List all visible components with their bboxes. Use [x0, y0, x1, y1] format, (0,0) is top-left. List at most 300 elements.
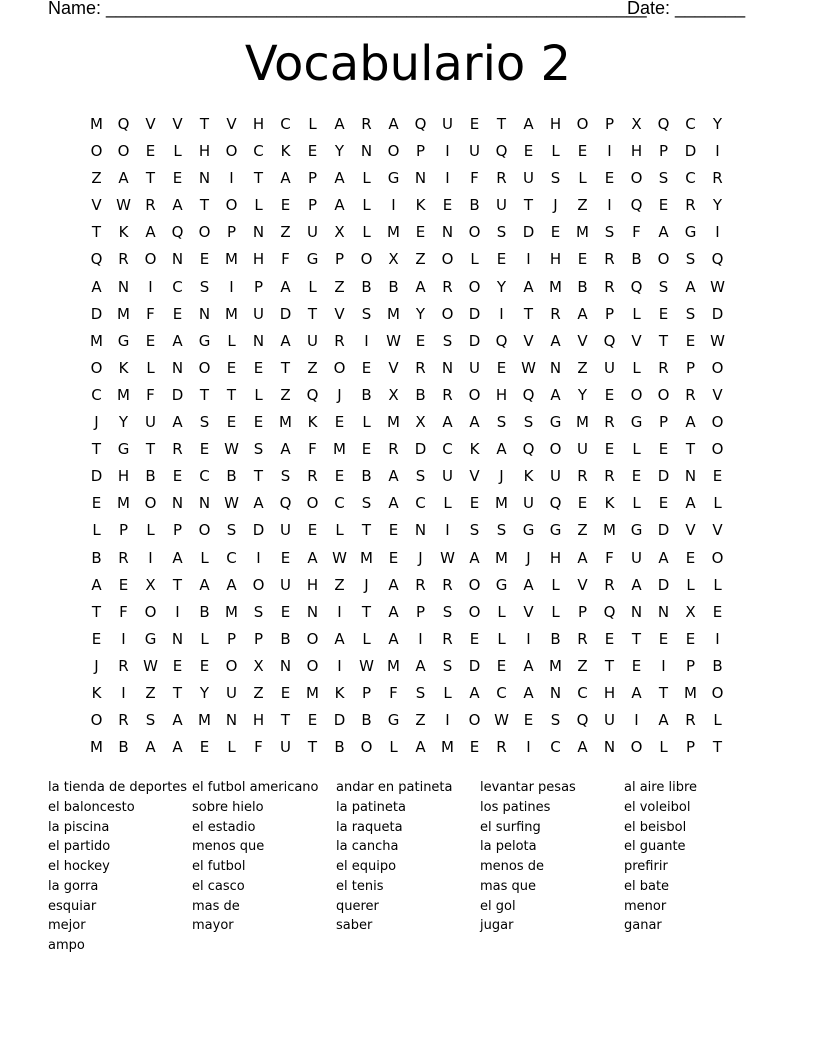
grid-letter: O — [117, 142, 130, 161]
word-list-item: la cancha — [336, 839, 399, 855]
grid-letter: T — [199, 196, 210, 215]
grid-letter: I — [715, 223, 720, 242]
grid-letter: K — [307, 413, 318, 432]
grid-letter: U — [631, 548, 642, 567]
grid-letter: O — [306, 494, 319, 513]
grid-letter: N — [198, 304, 211, 323]
grid-letter: O — [711, 548, 724, 567]
grid-letter: R — [577, 467, 588, 486]
grid-letter: N — [657, 602, 670, 621]
grid-letter: V — [145, 115, 156, 133]
grid-letter: M — [279, 413, 292, 432]
grid-letter: I — [661, 656, 666, 675]
grid-letter: E — [469, 629, 480, 648]
grid-letter: T — [361, 602, 372, 621]
grid-letter: Z — [280, 223, 291, 242]
grid-letter: V — [685, 521, 696, 540]
grid-letter: G — [549, 521, 562, 540]
grid-letter: R — [604, 250, 615, 269]
grid-letter: L — [362, 196, 371, 215]
grid-letter: O — [360, 738, 373, 757]
grid-letter: A — [523, 115, 534, 133]
grid-letter: Q — [495, 142, 508, 161]
grid-letter: T — [496, 115, 507, 133]
grid-letter: A — [577, 738, 588, 757]
grid-letter: M — [549, 277, 562, 296]
grid-letter: O — [468, 223, 481, 242]
grid-letter: Y — [577, 385, 588, 404]
grid-letter: K — [469, 440, 480, 459]
word-list-item: mas que — [480, 878, 537, 894]
grid-letter: C — [172, 277, 183, 296]
grid-letter: O — [711, 358, 724, 377]
grid-letter: S — [361, 494, 372, 513]
grid-letter: R — [577, 629, 588, 648]
grid-letter: I — [337, 656, 342, 675]
grid-letter: E — [550, 223, 561, 242]
grid-letter: M — [90, 331, 103, 350]
grid-letter: T — [91, 440, 102, 459]
grid-letter: E — [631, 656, 642, 675]
grid-letter: E — [226, 358, 237, 377]
grid-letter: E — [523, 142, 534, 161]
grid-letter: G — [117, 440, 130, 459]
grid-letter: H — [252, 711, 265, 730]
grid-letter: E — [334, 413, 345, 432]
grid-letter: M — [117, 304, 130, 323]
grid-letter: E — [604, 440, 615, 459]
grid-letter: D — [522, 223, 535, 242]
grid-letter: L — [443, 683, 452, 702]
grid-letter: L — [686, 575, 695, 594]
grid-letter: S — [442, 602, 453, 621]
grid-letter: I — [607, 142, 612, 161]
grid-letter: A — [496, 440, 507, 459]
grid-letter: B — [145, 467, 156, 486]
grid-letter: H — [252, 250, 265, 269]
grid-letter: I — [364, 331, 369, 350]
grid-letter: W — [386, 331, 401, 350]
grid-letter: P — [334, 250, 345, 269]
grid-letter: A — [172, 711, 183, 730]
grid-letter: V — [577, 575, 588, 594]
grid-letter: N — [198, 169, 211, 188]
grid-letter: A — [388, 575, 399, 594]
grid-letter: A — [334, 115, 345, 133]
grid-letter: W — [359, 656, 374, 675]
grid-letter: A — [91, 277, 102, 296]
grid-letter: A — [658, 223, 669, 242]
grid-letter: T — [253, 169, 264, 188]
grid-letter: N — [549, 358, 562, 377]
grid-letter: N — [252, 223, 265, 242]
grid-letter: O — [630, 169, 643, 188]
grid-letter: R — [172, 440, 183, 459]
grid-letter: A — [388, 115, 399, 133]
grid-letter: T — [91, 602, 102, 621]
grid-letter: O — [387, 142, 400, 161]
grid-letter: T — [523, 304, 534, 323]
grid-letter: R — [118, 548, 129, 567]
grid-letter: U — [226, 683, 237, 702]
grid-letter: H — [549, 548, 562, 567]
grid-letter: X — [388, 385, 399, 404]
grid-letter: A — [388, 629, 399, 648]
grid-letter: V — [712, 521, 723, 540]
grid-letter: X — [145, 575, 156, 594]
grid-letter: Y — [118, 413, 129, 432]
grid-letter: I — [634, 711, 639, 730]
grid-letter: A — [658, 548, 669, 567]
grid-letter: K — [91, 683, 102, 702]
grid-letter: W — [494, 711, 509, 730]
grid-letter: R — [442, 277, 453, 296]
grid-letter: M — [360, 548, 373, 567]
grid-letter: G — [630, 521, 643, 540]
grid-letter: E — [307, 142, 318, 161]
grid-letter: U — [280, 575, 291, 594]
grid-letter: S — [658, 277, 669, 296]
grid-letter: A — [523, 656, 534, 675]
grid-letter: A — [523, 683, 534, 702]
grid-letter: E — [523, 711, 534, 730]
grid-letter: U — [604, 711, 615, 730]
grid-letter: L — [713, 494, 722, 513]
grid-letter: E — [631, 467, 642, 486]
grid-letter: E — [577, 142, 588, 161]
grid-letter: A — [118, 169, 129, 188]
word-list-item: saber — [336, 918, 373, 934]
grid-letter: E — [658, 440, 669, 459]
grid-letter: B — [712, 656, 723, 675]
grid-letter: L — [308, 277, 317, 296]
grid-letter: T — [280, 358, 291, 377]
grid-letter: A — [334, 196, 345, 215]
grid-letter: E — [199, 656, 210, 675]
grid-letter: L — [92, 521, 101, 540]
grid-letter: E — [469, 494, 480, 513]
grid-letter: Z — [253, 683, 264, 702]
grid-letter: K — [415, 196, 426, 215]
grid-letter: N — [549, 683, 562, 702]
grid-letter: A — [415, 738, 426, 757]
grid-letter: E — [172, 169, 183, 188]
word-list-item: sobre hielo — [192, 799, 264, 815]
grid-letter: T — [199, 115, 210, 133]
word-list-item: el gol — [480, 898, 516, 914]
grid-letter: A — [415, 277, 426, 296]
grid-letter: N — [171, 494, 184, 513]
grid-letter: E — [280, 683, 291, 702]
grid-letter: U — [280, 738, 291, 757]
date-line: Date: _______ — [627, 0, 746, 18]
grid-letter: U — [442, 115, 453, 133]
grid-letter: P — [415, 142, 426, 161]
grid-letter: R — [685, 196, 696, 215]
grid-letter: U — [550, 467, 561, 486]
grid-letter: A — [388, 494, 399, 513]
grid-letter: U — [145, 413, 156, 432]
grid-letter: A — [172, 548, 183, 567]
grid-letter: G — [684, 223, 697, 242]
grid-letter: Q — [603, 331, 616, 350]
grid-letter: N — [630, 602, 643, 621]
word-search-grid — [83, 111, 731, 761]
grid-letter: J — [526, 548, 531, 567]
grid-letter: E — [280, 196, 291, 215]
word-list-item: los patines — [480, 799, 551, 815]
grid-letter: A — [523, 277, 534, 296]
grid-letter: I — [499, 304, 504, 323]
grid-letter: E — [361, 358, 372, 377]
grid-letter: T — [280, 711, 291, 730]
grid-letter: I — [607, 196, 612, 215]
grid-letter: A — [199, 575, 210, 594]
grid-letter: N — [117, 277, 130, 296]
grid-letter: N — [279, 656, 292, 675]
grid-letter: O — [657, 250, 670, 269]
grid-letter: S — [280, 467, 291, 486]
grid-letter: U — [469, 358, 480, 377]
grid-letter: E — [361, 440, 372, 459]
grid-letter: Y — [712, 196, 723, 215]
grid-letter: T — [307, 738, 318, 757]
grid-letter: K — [118, 358, 129, 377]
grid-letter: Q — [522, 440, 535, 459]
grid-letter: Z — [577, 656, 588, 675]
grid-letter: L — [497, 602, 506, 621]
grid-letter: I — [175, 602, 180, 621]
grid-letter: T — [361, 521, 372, 540]
grid-letter: B — [361, 277, 372, 296]
grid-letter: G — [495, 575, 508, 594]
word-list-item: menor — [624, 898, 667, 914]
word-list-item: el bate — [624, 878, 670, 894]
grid-letter: E — [172, 656, 183, 675]
word-list-item: prefirir — [624, 859, 668, 874]
grid-letter: B — [577, 277, 588, 296]
grid-letter: U — [496, 196, 507, 215]
grid-letter: E — [145, 142, 156, 161]
grid-letter: P — [604, 115, 615, 133]
grid-letter: D — [252, 521, 265, 540]
word-list-item: la gorra — [48, 878, 99, 894]
grid-letter: O — [549, 440, 562, 459]
grid-letter: R — [604, 413, 615, 432]
grid-letter: M — [495, 548, 508, 567]
grid-letter: M — [387, 304, 400, 323]
word-list-item: la piscina — [48, 819, 110, 835]
grid-letter: L — [335, 521, 344, 540]
grid-letter: L — [173, 142, 182, 161]
grid-letter: V — [91, 196, 102, 215]
grid-letter: N — [414, 169, 427, 188]
grid-letter: X — [388, 250, 399, 269]
grid-letter: R — [118, 711, 129, 730]
grid-letter: A — [280, 331, 291, 350]
grid-letter: M — [333, 440, 346, 459]
grid-letter: D — [657, 575, 670, 594]
grid-letter: P — [685, 358, 696, 377]
grid-letter: A — [631, 575, 642, 594]
grid-letter: N — [441, 223, 454, 242]
grid-letter: F — [119, 602, 128, 621]
grid-letter: T — [523, 196, 534, 215]
grid-letter: T — [172, 575, 183, 594]
grid-letter: A — [280, 169, 291, 188]
grid-letter: C — [685, 169, 696, 188]
grid-letter: G — [522, 521, 535, 540]
grid-letter: M — [441, 738, 454, 757]
grid-letter: I — [256, 548, 261, 567]
grid-letter: L — [146, 358, 155, 377]
grid-letter: B — [226, 467, 237, 486]
grid-letter: Q — [117, 115, 130, 133]
grid-letter: K — [118, 223, 129, 242]
grid-letter: O — [711, 683, 724, 702]
grid-letter: L — [632, 358, 641, 377]
grid-letter: L — [632, 304, 641, 323]
grid-letter: N — [225, 711, 238, 730]
grid-letter: A — [388, 602, 399, 621]
grid-letter: H — [549, 115, 562, 133]
grid-letter: C — [280, 115, 291, 133]
grid-letter: I — [121, 629, 126, 648]
grid-letter: Q — [414, 115, 427, 133]
grid-letter: I — [391, 196, 396, 215]
grid-letter: G — [387, 711, 400, 730]
grid-letter: E — [685, 331, 696, 350]
grid-letter: E — [199, 738, 210, 757]
grid-letter: A — [388, 467, 399, 486]
grid-letter: V — [523, 602, 534, 621]
grid-letter: M — [198, 711, 211, 730]
grid-letter: U — [307, 331, 318, 350]
grid-letter: F — [632, 223, 641, 242]
word-list-item: querer — [336, 898, 379, 914]
grid-letter: R — [388, 440, 399, 459]
grid-letter: E — [685, 629, 696, 648]
grid-letter: B — [334, 738, 345, 757]
grid-letter: O — [306, 656, 319, 675]
word-list-item: mas de — [192, 898, 240, 914]
grid-letter: U — [442, 467, 453, 486]
grid-letter: Z — [334, 277, 345, 296]
grid-letter: R — [307, 467, 318, 486]
grid-letter: O — [306, 629, 319, 648]
grid-letter: S — [685, 304, 696, 323]
grid-letter: B — [361, 385, 372, 404]
grid-letter: R — [604, 277, 615, 296]
grid-letter: V — [334, 304, 345, 323]
grid-letter: E — [145, 331, 156, 350]
grid-letter: S — [550, 711, 561, 730]
grid-letter: U — [307, 223, 318, 242]
grid-letter: F — [389, 683, 398, 702]
grid-letter: O — [468, 602, 481, 621]
grid-letter: M — [576, 413, 589, 432]
grid-letter: Z — [577, 196, 588, 215]
grid-letter: I — [445, 169, 450, 188]
grid-letter: E — [334, 467, 345, 486]
grid-letter: A — [442, 413, 453, 432]
word-list-item: levantar pesas — [480, 780, 576, 795]
grid-letter: A — [685, 277, 696, 296]
grid-letter: Q — [603, 602, 616, 621]
grid-letter: P — [685, 656, 696, 675]
grid-letter: U — [280, 521, 291, 540]
grid-letter: Q — [630, 277, 643, 296]
word-list-item: la raqueta — [336, 819, 403, 835]
grid-letter: O — [630, 738, 643, 757]
word-list-item: el beisbol — [624, 819, 687, 835]
grid-letter: O — [441, 250, 454, 269]
grid-letter: Y — [334, 142, 345, 161]
grid-letter: L — [227, 331, 236, 350]
grid-letter: S — [442, 656, 453, 675]
grid-letter: L — [254, 196, 263, 215]
grid-letter: E — [604, 385, 615, 404]
grid-letter: A — [577, 548, 588, 567]
word-list-item: el hockey — [48, 859, 110, 874]
grid-letter: D — [171, 385, 184, 404]
grid-letter: G — [144, 629, 157, 648]
grid-letter: O — [657, 385, 670, 404]
grid-letter: F — [281, 250, 290, 269]
grid-letter: C — [334, 494, 345, 513]
grid-letter: O — [198, 358, 211, 377]
word-list-item: menos de — [480, 859, 545, 874]
grid-letter: O — [360, 250, 373, 269]
grid-letter: B — [361, 711, 372, 730]
grid-letter: P — [361, 683, 372, 702]
word-list-item: el tenis — [336, 878, 384, 894]
grid-letter: B — [469, 196, 480, 215]
grid-letter: F — [308, 440, 317, 459]
grid-letter: T — [199, 385, 210, 404]
grid-letter: A — [172, 738, 183, 757]
grid-letter: O — [90, 358, 103, 377]
grid-letter: S — [658, 169, 669, 188]
grid-letter: E — [199, 250, 210, 269]
grid-letter: C — [577, 683, 588, 702]
grid-letter: I — [715, 142, 720, 161]
grid-letter: M — [387, 656, 400, 675]
grid-letter: R — [496, 169, 507, 188]
grid-letter: L — [497, 629, 506, 648]
grid-letter: U — [469, 142, 480, 161]
grid-letter: H — [549, 250, 562, 269]
grid-letter: T — [145, 440, 156, 459]
grid-letter: C — [685, 115, 696, 133]
grid-letter: L — [578, 169, 587, 188]
grid-letter: Z — [334, 575, 345, 594]
grid-letter: D — [684, 142, 697, 161]
grid-letter: N — [603, 738, 616, 757]
word-list-item: mayor — [192, 918, 234, 934]
grid-letter: F — [470, 169, 479, 188]
grid-letter: V — [631, 331, 642, 350]
grid-letter: O — [225, 656, 238, 675]
grid-letter: H — [198, 142, 211, 161]
grid-letter: P — [226, 223, 237, 242]
grid-letter: H — [117, 467, 130, 486]
grid-letter: P — [307, 196, 318, 215]
grid-letter: T — [658, 683, 669, 702]
grid-letter: F — [254, 738, 263, 757]
grid-letter: F — [146, 385, 155, 404]
grid-letter: A — [685, 413, 696, 432]
